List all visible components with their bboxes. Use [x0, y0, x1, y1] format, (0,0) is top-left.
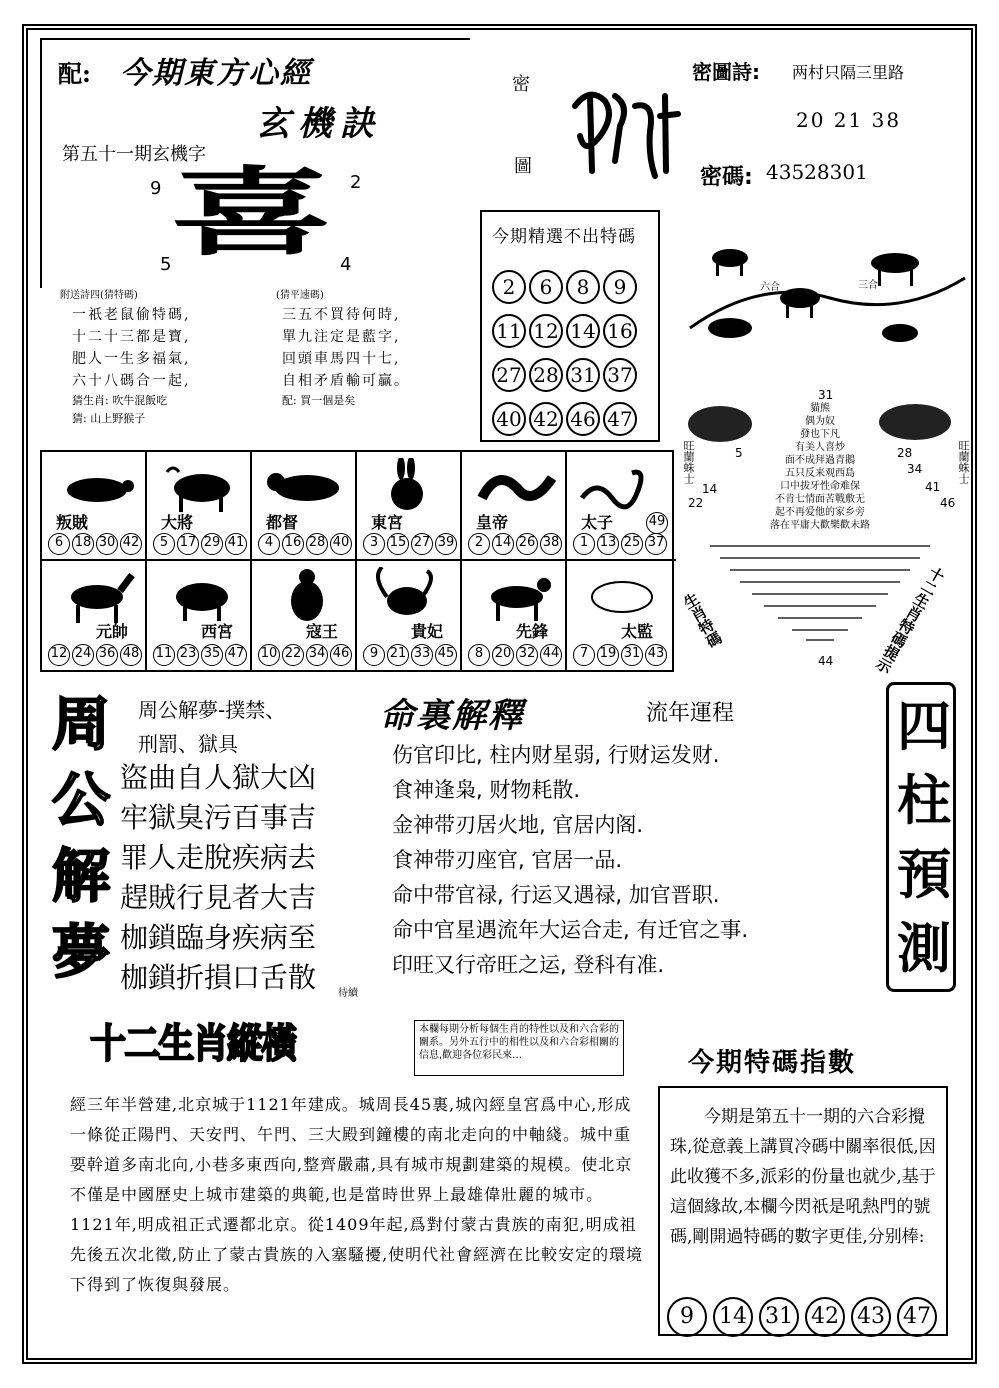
- poem-right-line: 三五不買待何時,: [282, 307, 401, 323]
- zodiac-cell: [567, 561, 676, 670]
- zodiac-number: 10: [258, 644, 280, 666]
- zodiac-number: 27: [411, 533, 433, 555]
- zodiac-cell: [42, 452, 147, 561]
- fate-title: 命裏解釋: [380, 696, 524, 736]
- fate-subtitle: 流年運程: [646, 701, 735, 726]
- poem-left-line: 十二十三都是寶,: [72, 329, 191, 345]
- fate-line: 伤官印比, 柱内财星弱, 行财运发财.: [392, 743, 720, 767]
- zodiac-number: 11: [153, 644, 175, 666]
- zodiac-note: 本欄每期分析每個生肖的特性以及和六合彩的關系。另外五行中的相性以及和六合彩相關的信息,歡迎各位彩民來…: [419, 1024, 619, 1061]
- zodiac-cell: [357, 561, 462, 670]
- pei-label: 配:: [58, 59, 91, 88]
- zodiac-numbers: [258, 531, 354, 555]
- title-line2: 玄機訣: [256, 104, 382, 144]
- fate-side-title: [897, 689, 951, 985]
- xuanji-n-tr: 2: [350, 172, 362, 193]
- poem-left-line: 六十八碼合一起,: [72, 373, 191, 389]
- zodiac-number: 7: [573, 644, 595, 666]
- not-special-number: 2: [492, 270, 526, 304]
- zodiac-number: 22: [282, 644, 304, 666]
- zodiac-number: 24: [72, 644, 94, 666]
- poem-text: 两村只隔三里路: [792, 63, 905, 82]
- zodiac-number: 13: [597, 533, 619, 555]
- zodiac-number: 15: [387, 533, 409, 555]
- fate-line: 命中官星遇流年大运合走, 有迁官之事.: [392, 918, 749, 942]
- dragon-icon: [472, 458, 562, 518]
- not-special-grid: [492, 268, 658, 444]
- pyramid-line: 口中拔牙性命难保: [780, 481, 860, 492]
- zodiac-number: 16: [282, 533, 304, 555]
- zodiac-cell: [147, 561, 252, 670]
- index-number: 14: [713, 1297, 753, 1337]
- index-number: 9: [667, 1297, 707, 1337]
- not-special-number: 8: [566, 270, 600, 304]
- dream-head2: 刑罰、獄具: [138, 732, 238, 756]
- poem-left-note: 猜生肖: 吹牛混飯吃: [72, 394, 168, 407]
- pyr-n-r1: 28: [897, 446, 913, 460]
- index-number: 42: [805, 1297, 845, 1337]
- zodiac-number: 21: [387, 644, 409, 666]
- not-special-number: 28: [529, 358, 563, 392]
- zodiac-name: 西宮: [201, 622, 234, 641]
- zodiac-number: 8: [468, 644, 490, 666]
- pyr-n-l2: 14: [702, 482, 718, 496]
- zodiac-extra-number: 49: [646, 512, 668, 534]
- zodiac-number: 30: [96, 533, 118, 555]
- zodiac-numbers: [573, 642, 669, 666]
- zodiac-title: 十二生肖縱橫: [90, 1020, 296, 1067]
- zodiac-name: 貴妃: [411, 622, 444, 641]
- fate-line: 印旺又行帝旺之运, 登科有准.: [392, 953, 665, 977]
- poem-left: [72, 304, 190, 428]
- poem-label: 密圖詩:: [692, 60, 760, 84]
- monkey-icon: [262, 567, 352, 627]
- zodiac-cell: [147, 452, 252, 561]
- zodiac-number: 36: [96, 644, 118, 666]
- zodiac-number: 34: [306, 644, 328, 666]
- zodiac-number: 38: [540, 533, 562, 555]
- not-special-number: 47: [603, 402, 637, 436]
- ox-icon: [157, 458, 247, 518]
- zodiac-number: 20: [492, 644, 514, 666]
- dream-lines: [120, 758, 316, 998]
- zodiac-number: 40: [330, 533, 352, 555]
- zodiac-numbers: [258, 642, 354, 666]
- liuhe-label: 六合: [760, 282, 780, 293]
- mi-char-2: 圖: [514, 156, 532, 177]
- sanhe-label: 三合: [858, 280, 878, 291]
- zodiac-cell: [42, 561, 147, 670]
- fate-side-title-char: 預: [897, 842, 951, 906]
- zodiac-number: 18: [72, 533, 94, 555]
- zodiac-name: 先鋒: [516, 622, 549, 641]
- rat-icon: [52, 458, 142, 518]
- dream-side-title: [52, 686, 122, 990]
- pyramid-line: 面不成拜過青鵝: [785, 455, 855, 466]
- zodiac-numbers: [573, 531, 669, 555]
- zodiac-number: 29: [201, 533, 223, 555]
- fate-line: 命中带官禄, 行运又遇禄, 加官晋职.: [392, 883, 720, 907]
- zodiac-number: 6: [48, 533, 70, 555]
- pyr-n-bottom: 44: [818, 654, 834, 668]
- zodiac-name: 都督: [266, 513, 299, 532]
- not-special-number: 37: [603, 358, 637, 392]
- pyramid-line: 落在平庸大歡樂歡未路: [770, 520, 870, 531]
- pyramid-line: 五只反来观西島: [785, 468, 855, 479]
- not-special-number: 16: [603, 314, 637, 348]
- zodiac-cell: [357, 452, 462, 561]
- flower-icon: [685, 400, 755, 446]
- snake-icon: [577, 458, 667, 518]
- zodiac-number: 37: [645, 533, 667, 555]
- pyramid-line: 起不再爱他的家乡旁: [775, 507, 865, 518]
- dream-line: 枷鎖折損口舌散: [120, 961, 317, 994]
- pyramid-line: 偶为奴: [805, 416, 835, 427]
- zodiac-cell: [252, 561, 357, 670]
- zodiac-numbers: [153, 531, 249, 555]
- zodiac-numbers: [48, 642, 144, 666]
- zodiac-note-box: [414, 1020, 624, 1076]
- poem-left-note: 猜: 山上野猴子: [72, 412, 146, 425]
- dream-line: 枷鎖臨身疾病至: [120, 921, 317, 954]
- zodiac-number: 23: [177, 644, 199, 666]
- mi-char-1: 密: [512, 74, 530, 95]
- xuanji-n-bl: 5: [160, 254, 172, 275]
- fate-side-box: [886, 682, 956, 992]
- flower-icon: [875, 398, 955, 444]
- dream-side-title-char: 夢: [52, 918, 111, 986]
- zodiac-number: 9: [363, 644, 385, 666]
- zodiac-number: 26: [516, 533, 538, 555]
- index-number: 47: [897, 1297, 937, 1337]
- dream-line: 牢獄臭污百事吉: [120, 801, 317, 834]
- zodiac-number: 1: [573, 533, 595, 555]
- fate-line: 食神逢枭, 财物耗散.: [392, 778, 581, 802]
- poem-right-line: 單九注定是藍字,: [282, 329, 401, 345]
- zodiac-number: 3: [363, 533, 385, 555]
- poem-left-line: 肥人一生多福氣,: [72, 351, 191, 367]
- zodiac-numbers: [153, 642, 249, 666]
- poem-right-note: 配: 買一個是矣: [282, 394, 356, 407]
- zodiac-number: 19: [597, 644, 619, 666]
- zodiac-number: 28: [306, 533, 328, 555]
- zodiac-numbers: [363, 531, 459, 555]
- side-right: 旺蘭蛛士: [957, 440, 970, 484]
- zodiac-number: 43: [645, 644, 667, 666]
- not-special-number: 11: [492, 314, 526, 348]
- secret-picture-icon: [560, 76, 690, 186]
- pyr-n-l3: 22: [688, 496, 704, 510]
- zodiac-number: 35: [201, 644, 223, 666]
- bottom-left-vert: 生肖特碼: [679, 589, 725, 651]
- index-text: 今期是第五十一期的六合彩攪珠,從意義上講買冷碼中關率很低,因此收獲不多,派彩的份量也就少,基于這個緣故,本欄今閃祇是吼熱門的號碼,剛開過特碼的數字更佳,分别棒:: [670, 1107, 936, 1247]
- zodiac-number: 4: [258, 533, 280, 555]
- zodiac-number: 33: [411, 644, 433, 666]
- zodiac-number: 39: [435, 533, 457, 555]
- zodiac-name: 太子: [581, 513, 614, 532]
- not-special-number: 40: [492, 402, 526, 436]
- not-special-number: 12: [529, 314, 563, 348]
- horse-icon: [52, 567, 142, 627]
- goat-icon: [157, 567, 247, 627]
- index-title: 今期特碼指數: [688, 1048, 857, 1078]
- pig-icon: [577, 567, 667, 627]
- zodiac-number: 25: [621, 533, 643, 555]
- zodiac-number: 31: [621, 644, 643, 666]
- zodiac-name: 叛賊: [56, 513, 89, 532]
- zodiac-number: 5: [153, 533, 175, 555]
- index-number: 43: [851, 1297, 891, 1337]
- not-special-title: 今期精選不出特碼: [492, 227, 636, 247]
- poem-right-line: 回頭車馬四十七,: [282, 351, 401, 367]
- zodiac-number: 2: [468, 533, 490, 555]
- pyramid-line: 貓熊: [810, 403, 830, 414]
- code-label: 密碼:: [700, 165, 753, 190]
- article: 經三年半營建,北京城于1121年建成。城周長45裏,城內經皇宮爲中心,形成一條從正陽門、天安門、午門、三大殿到鐘樓的南北走向的中軸綫。城中重要幹道多南北向,小巷多東西向,整齊嚴肅,具有城市規劃建築的規模。使北京不僅是中國歷史上城市建築的典範,也是當時世界上最雄偉壯麗的城市。1121年,明成祖正式遷都北京。從1409年起,爲對付蒙古貴族的南犯,明成祖先後五次北徵,防止了蒙古貴族的入塞騷擾,使明代社會經濟在比較安定的環境下得到了恢復與發展。: [70, 1095, 644, 1294]
- zodiac-numbers: [468, 531, 564, 555]
- zodiac-number: 12: [48, 644, 70, 666]
- dream-line: 盜曲自人獄大凶: [120, 761, 317, 794]
- xuanji-label: 第五十一期玄機字: [62, 144, 206, 165]
- not-special-number: 46: [566, 402, 600, 436]
- side-left: 旺蘭蛛士: [682, 440, 695, 484]
- zodiac-name: 皇帝: [476, 513, 509, 532]
- pyr-n-r3: 41: [925, 480, 941, 494]
- zodiac-numbers: [48, 531, 144, 555]
- zodiac-number: 44: [540, 644, 562, 666]
- zodiac-number: 17: [177, 533, 199, 555]
- fate-side-title-char: 四: [897, 694, 951, 758]
- zodiac-cell: [252, 452, 357, 561]
- rabbit-icon: [367, 458, 457, 518]
- fate-line: 金神带刃居火地, 官居内阁.: [392, 813, 644, 837]
- zodiac-name: 大將: [161, 513, 194, 532]
- pyr-n-top: 31: [818, 388, 834, 402]
- dream-side-char: [52, 686, 122, 990]
- poem-head-right: (猜平速碼): [276, 290, 324, 301]
- zodiac-number: 48: [120, 644, 142, 666]
- dream-side-title-char: 解: [52, 842, 111, 910]
- zodiac-number: 14: [492, 533, 514, 555]
- index-numbers: [664, 1294, 940, 1340]
- title-line1: 今期東方心經: [120, 56, 312, 91]
- pyr-n-r2: 34: [907, 462, 923, 476]
- fate-side-title-char: 柱: [897, 768, 951, 832]
- dream-side-title-char: 周: [52, 690, 111, 758]
- tiger-icon: [262, 458, 352, 518]
- zodiac-number: 42: [120, 533, 142, 555]
- xuanji-big-char: 喜: [170, 156, 334, 269]
- xuanji-n-tl: 9: [150, 178, 162, 199]
- horse-scene-icon: [680, 218, 970, 368]
- dream-cont: 待續: [338, 988, 358, 999]
- zodiac-number: 47: [225, 644, 247, 666]
- pyramid-line: 發也下凡: [800, 429, 840, 440]
- poem-right: [282, 304, 410, 410]
- poem-left-line: 一祇老鼠偷特碼,: [72, 307, 191, 323]
- zodiac-name: 東宮: [371, 513, 404, 532]
- poem-right-line: 自相矛盾輸可贏。: [282, 373, 410, 389]
- zodiac-name: 元帥: [96, 622, 129, 641]
- not-special-number: 42: [529, 402, 563, 436]
- not-special-number: 14: [566, 314, 600, 348]
- not-special-number: 31: [566, 358, 600, 392]
- fate-side-title-char: 測: [897, 916, 951, 980]
- index-number: 31: [759, 1297, 799, 1337]
- zodiac-number: 32: [516, 644, 538, 666]
- zodiac-numbers: [468, 642, 564, 666]
- dream-side-title-char: 公: [52, 766, 111, 834]
- not-special-number: 27: [492, 358, 526, 392]
- zodiac-number: 41: [225, 533, 247, 555]
- not-special-number: 6: [529, 270, 563, 304]
- zodiac-cell: [462, 452, 567, 561]
- not-special-number: 9: [603, 270, 637, 304]
- pyramid-line: 不肯七情面苦戰敷无: [775, 494, 865, 505]
- not-special-box: [480, 210, 660, 442]
- dog-icon: [472, 567, 562, 627]
- zodiac-name: 太監: [621, 622, 654, 641]
- secret-numbers: 20 21 38: [796, 108, 902, 132]
- pyr-n-l1: 5: [735, 446, 743, 460]
- bottom-right-vert: 十二生肖特碼提示: [872, 563, 948, 677]
- zodiac-numbers: [363, 642, 459, 666]
- fate-lines: [392, 738, 748, 983]
- zodiac-grid: [40, 450, 674, 672]
- dream-line: 罪人走脫疾病去: [120, 841, 317, 874]
- zodiac-number: 45: [435, 644, 457, 666]
- pyramid-line: 有美人喜炒: [795, 442, 845, 453]
- poem-head-left: 附送詩四(猜特碼): [60, 290, 138, 301]
- rooster-icon: [367, 567, 457, 627]
- fate-line: 食神带刃座官, 官居一品.: [392, 848, 623, 872]
- zodiac-cell: [567, 452, 676, 561]
- zodiac-cell: [462, 561, 567, 670]
- zodiac-number: 46: [330, 644, 352, 666]
- pyr-n-r4: 46: [940, 496, 956, 510]
- code-value: 43528301: [766, 160, 868, 184]
- dream-line: 趕賊行見者大吉: [120, 881, 317, 914]
- xuanji-n-br: 4: [340, 254, 352, 275]
- zodiac-name: 寇王: [306, 622, 339, 641]
- dream-head1: 周公解夢-撲禁、: [138, 698, 286, 722]
- animal-scene: [680, 218, 970, 368]
